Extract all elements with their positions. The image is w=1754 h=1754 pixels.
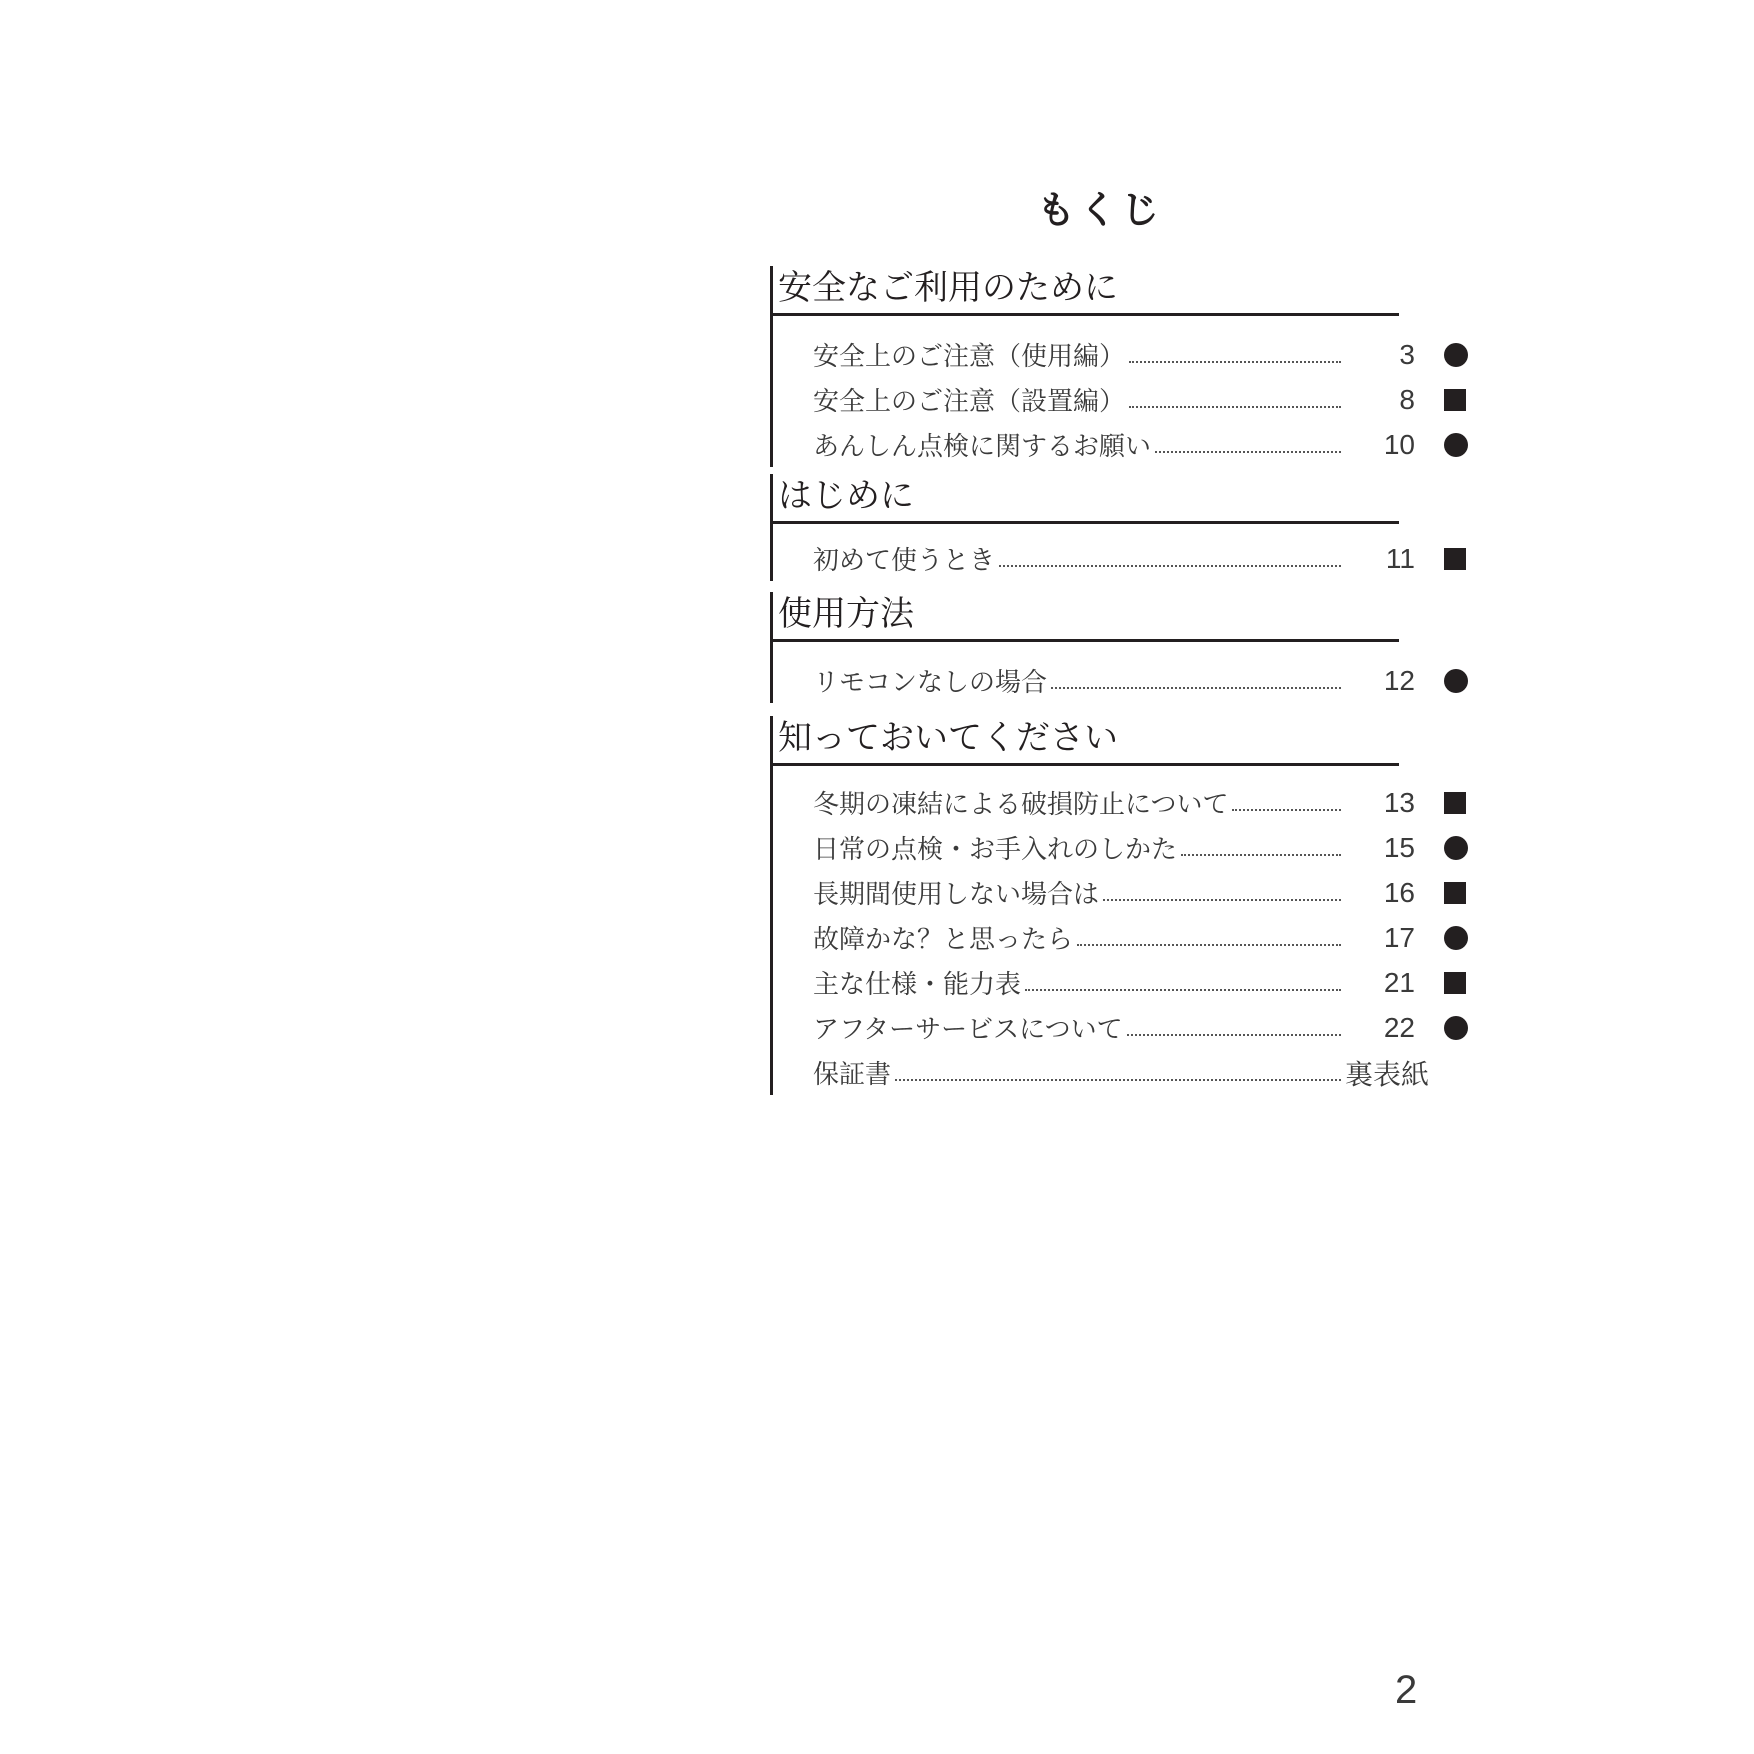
toc-item-page: 3 [1399, 338, 1415, 370]
toc-item-label: 安全上のご注意（使用編） [813, 342, 1126, 372]
section-heading: 知っておいてください [773, 716, 1399, 766]
toc-item[interactable] [813, 377, 1415, 422]
square-icon [1444, 548, 1466, 570]
toc-item-page: 11 [1385, 542, 1415, 574]
section-heading: 使用方法 [773, 592, 1399, 642]
dot-leader [1103, 899, 1341, 901]
toc-section-usage [770, 592, 1460, 703]
toc-item-label: 安全上のご注意（設置編） [813, 387, 1126, 417]
circle-icon [1444, 433, 1468, 457]
toc-item-page: 10 [1383, 428, 1415, 460]
page-number: 2 [1395, 1668, 1418, 1712]
square-icon [1444, 882, 1466, 904]
toc-list [770, 332, 1460, 467]
dot-leader [1232, 809, 1341, 811]
toc-section-safety [770, 266, 1460, 467]
square-icon [1444, 389, 1466, 411]
toc-item-label: 保証書 [813, 1060, 892, 1090]
circle-icon [1444, 926, 1468, 950]
toc-item-page: 21 [1383, 966, 1415, 998]
dot-leader [1077, 944, 1341, 946]
toc-item[interactable] [813, 780, 1415, 825]
toc-item-page: 13 [1383, 786, 1415, 818]
toc-item-page: 8 [1399, 383, 1415, 415]
toc-item-label: 日常の点検・お手入れのしかた [813, 835, 1178, 865]
toc-item-page: 15 [1383, 831, 1415, 863]
toc-item-label: アフターサービスについて [813, 1015, 1123, 1045]
dot-leader [999, 565, 1341, 567]
toc-list [770, 658, 1460, 703]
dot-leader [1129, 406, 1341, 408]
toc-item-page: 裏表紙 [1345, 1058, 1430, 1090]
toc-item-label: 初めて使うとき [813, 546, 996, 576]
page-title: もくじ [1036, 188, 1163, 232]
circle-icon [1444, 1016, 1468, 1040]
dot-leader [1127, 1034, 1341, 1036]
toc-item-page: 12 [1383, 664, 1415, 696]
dot-leader [1051, 687, 1341, 689]
toc-item[interactable] [813, 960, 1415, 1005]
toc-section-know [770, 716, 1460, 1095]
toc-item-label: 主な仕様・能力表 [813, 970, 1022, 1000]
toc-item-label: あんしん点検に関するお願い [813, 432, 1152, 462]
circle-icon [1444, 669, 1468, 693]
toc-item[interactable] [813, 332, 1415, 377]
section-bar [770, 716, 773, 1095]
toc-item[interactable] [813, 536, 1415, 581]
dot-leader [1155, 451, 1341, 453]
toc-item[interactable] [813, 870, 1415, 915]
dot-leader [895, 1079, 1341, 1081]
toc-item-page: 22 [1383, 1011, 1415, 1043]
toc-item-label: 故障かな？と思ったら [813, 925, 1074, 955]
section-heading: はじめに [773, 474, 1399, 524]
toc-item[interactable] [813, 658, 1415, 703]
toc-item-page: 17 [1383, 921, 1415, 953]
toc-list [770, 780, 1460, 1095]
dot-leader [1181, 854, 1341, 856]
circle-icon [1444, 836, 1468, 860]
section-heading: 安全なご利用のために [773, 266, 1399, 316]
square-icon [1444, 792, 1466, 814]
toc-item[interactable] [813, 422, 1415, 467]
toc-item-label: 冬期の凍結による破損防止について [813, 790, 1229, 820]
toc-item-label: リモコンなしの場合 [813, 668, 1048, 698]
toc-item[interactable] [813, 1005, 1415, 1050]
circle-icon [1444, 343, 1468, 367]
toc-item-label: 長期間使用しない場合は [813, 880, 1100, 910]
toc-item-page: 16 [1383, 876, 1415, 908]
toc-item[interactable] [813, 825, 1415, 870]
dot-leader [1025, 989, 1341, 991]
toc-item[interactable] [813, 1050, 1430, 1095]
square-icon [1444, 972, 1466, 994]
toc-section-introduction [770, 474, 1460, 581]
toc-list [770, 536, 1460, 581]
toc-item[interactable] [813, 915, 1415, 960]
dot-leader [1129, 361, 1341, 363]
